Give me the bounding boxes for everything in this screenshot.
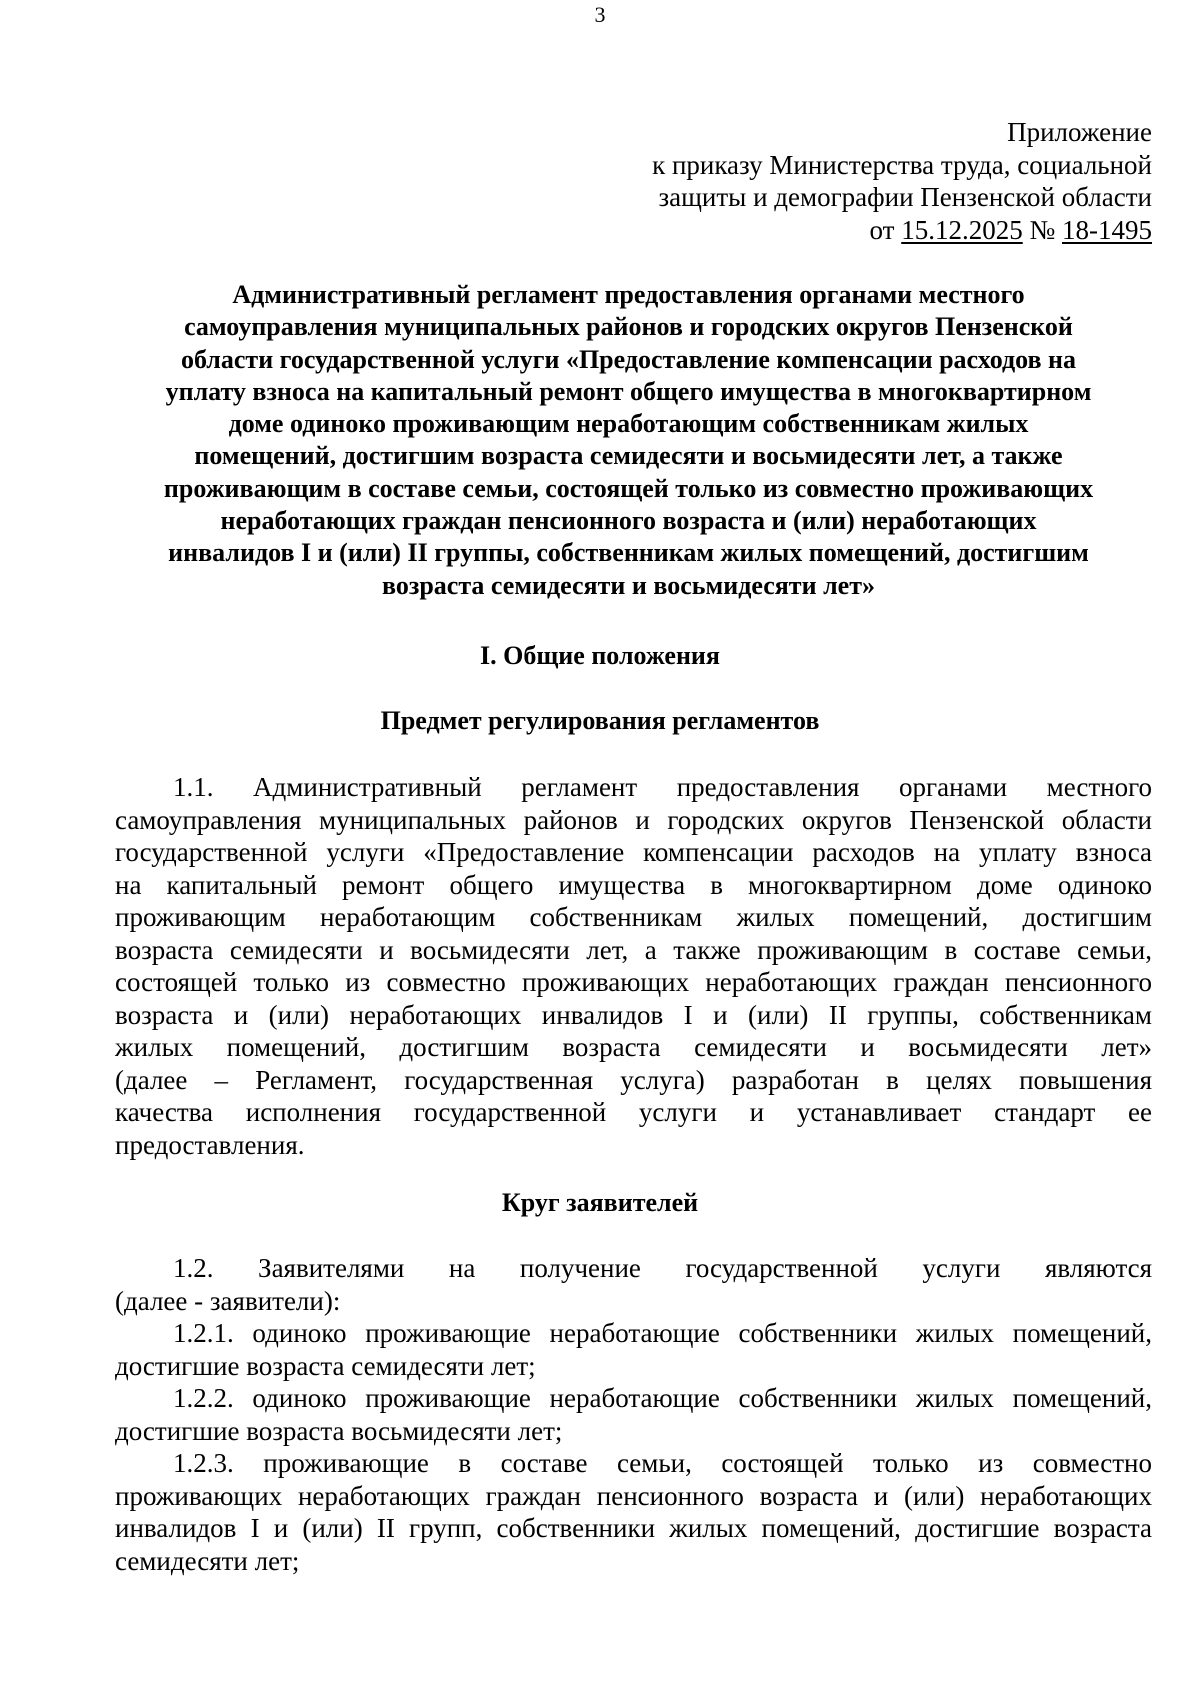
title-line: неработающих граждан пенсионного возраста и (или) неработающих	[220, 506, 1037, 536]
number-sign: №	[1029, 214, 1056, 245]
subsection-heading-subject: Предмет регулирования регламентов	[380, 706, 820, 735]
paragraph-line: семидесяти лет;	[115, 1545, 300, 1576]
paragraph-line: состоящей только из совместно проживающих неработающих граждан пенсионного	[115, 967, 1152, 997]
paragraph-1-2-1	[115, 1317, 1152, 1382]
date-prefix: от	[869, 214, 895, 245]
paragraph-1-2-3	[115, 1447, 1152, 1577]
subsection-heading-applicants: Круг заявителей	[501, 1188, 699, 1217]
appendix-ministry-line: защиты и демографии Пензенской области	[658, 182, 1152, 212]
paragraph-line: 1.2.2. одиноко проживающие неработающие собственники жилых помещений,	[173, 1383, 1152, 1413]
paragraph-line: 1.1. Административный регламент предоставления органами местного	[173, 772, 1152, 802]
paragraph-line: (далее - заявители):	[115, 1285, 341, 1316]
paragraph-line: возраста семидесяти и восьмидесяти лет, а также проживающим в составе семьи,	[115, 934, 1152, 965]
page-number: 3	[594, 2, 606, 27]
paragraph-line: достигшие возраста восьмидесяти лет;	[115, 1415, 563, 1446]
title-line: возраста семидесяти и восьмидесяти лет»	[382, 570, 875, 600]
title-line: проживающим в составе семьи, состоящей только из совместно проживающих	[163, 473, 1094, 503]
appendix-label: Приложение	[1007, 117, 1152, 147]
paragraph-line: достигшие возраста семидесяти лет;	[115, 1350, 536, 1381]
title-line: инвалидов I и (или) II группы, собственникам жилых помещений, достигшим	[168, 538, 1089, 568]
paragraph-line: самоуправления муниципальных районов и городских округов Пензенской области	[115, 804, 1152, 835]
paragraph-line: возраста и (или) неработающих инвалидов I и (или) II группы, собственникам	[115, 999, 1152, 1030]
paragraph-line: проживающим неработающим собственникам жилых помещений, достигшим	[115, 902, 1152, 932]
paragraph-1-1	[115, 771, 1152, 1161]
paragraph-line: 1.2.1. одиноко проживающие неработающие собственники жилых помещений,	[173, 1318, 1152, 1348]
paragraph-line: государственной услуги «Предоставление компенсации расходов на уплату взноса	[115, 837, 1152, 867]
appendix-date-line	[652, 214, 1152, 247]
paragraph-1-2	[115, 1252, 1152, 1317]
paragraph-line: предоставления.	[115, 1129, 305, 1160]
document-title	[105, 279, 1152, 602]
paragraph-line: на капитальный ремонт общего имущества в многоквартирном доме одиноко	[115, 869, 1152, 900]
paragraph-line: проживающих неработающих граждан пенсионного возраста и (или) неработающих	[115, 1480, 1152, 1511]
appendix-order-line: к приказу Министерства труда, социальной	[652, 149, 1152, 180]
title-line: доме одиноко проживающим неработающим собственникам жилых	[228, 409, 1029, 439]
order-number: 18-1495	[1062, 214, 1152, 245]
paragraph-line: 1.2.3. проживающие в составе семьи, состоящей только из совместно	[173, 1448, 1152, 1478]
title-line: самоуправления муниципальных районов и городских округов Пензенской	[184, 312, 1073, 342]
paragraph-line: инвалидов I и (или) II групп, собственники жилых помещений, достигшие возраста	[115, 1513, 1152, 1543]
title-line: уплату взноса на капитальный ремонт общего имущества в многоквартирном	[165, 376, 1092, 406]
paragraph-line: жилых помещений, достигшим возраста семидесяти и восьмидесяти лет»	[115, 1032, 1152, 1062]
section-heading-general: I. Общие положения	[480, 641, 720, 670]
title-line: области государственной услуги «Предоставление компенсации расходов на	[180, 344, 1077, 374]
paragraph-line: качества исполнения государственной услуги и устанавливает стандарт ее	[115, 1097, 1152, 1127]
appendix-block	[652, 116, 1152, 246]
paragraph-line: 1.2. Заявителями на получение государственной услуги являются	[173, 1253, 1152, 1283]
title-line: Административный регламент предоставления органами местного	[232, 280, 1025, 309]
paragraph-line: (далее – Регламент, государственная услуга) разработан в целях повышения	[115, 1064, 1152, 1095]
title-line: помещений, достигшим возраста семидесяти и восьмидесяти лет, а также	[194, 441, 1063, 471]
paragraph-1-2-2	[115, 1382, 1152, 1447]
order-date: 15.12.2025	[901, 214, 1023, 245]
